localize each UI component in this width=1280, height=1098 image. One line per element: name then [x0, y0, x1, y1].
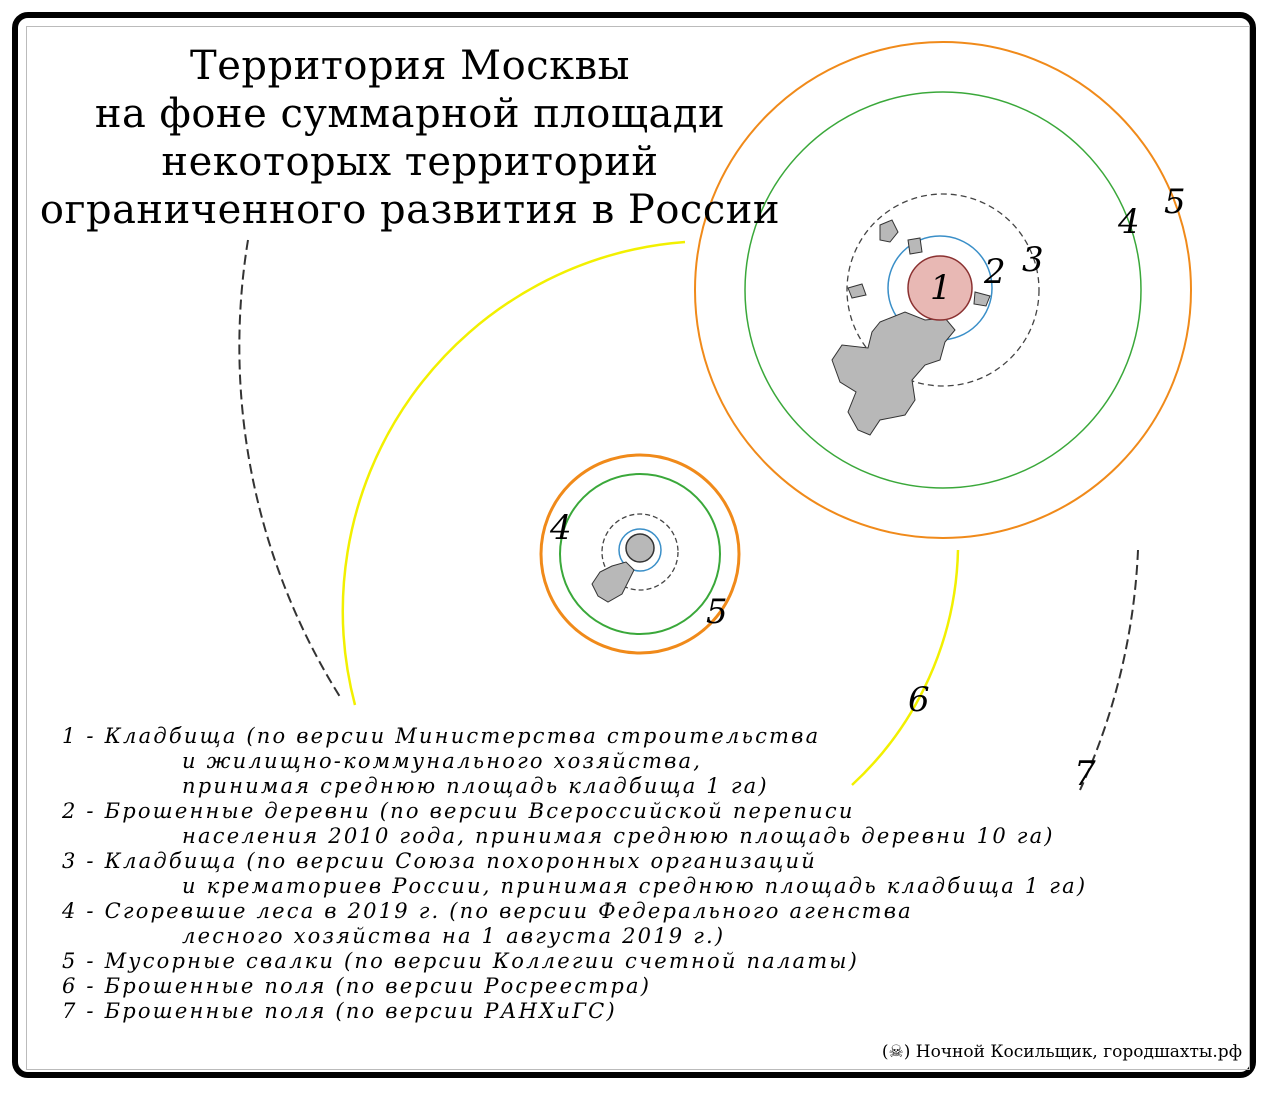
- label-7: 7: [1074, 754, 1096, 794]
- label-5: 5: [1164, 182, 1186, 222]
- title-line-4: ограниченного развития в России: [39, 187, 781, 233]
- label-6: 6: [908, 680, 930, 720]
- legend-item-7: 7 - Брошенные поля (по версии РАНХиГС): [62, 999, 617, 1023]
- legend-item-4-cont-1: лесного хозяйства на 1 августа 2019 г.): [182, 924, 726, 948]
- label-4-small: 4: [550, 508, 572, 548]
- legend-item-6: 6 - Брошенные поля (по версии Росреестра): [62, 974, 652, 998]
- legend-item-1-cont-1: и жилищно-коммунального хозяйства,: [182, 749, 703, 773]
- legend-item-5: 5 - Мусорные свалки (по версии Коллегии счетной палаты): [62, 949, 859, 973]
- page-title: [30, 42, 790, 234]
- label-5-small: 5: [706, 592, 728, 632]
- title-line-2: на фоне суммарной площади: [94, 91, 726, 137]
- label-2: 2: [984, 252, 1006, 292]
- title-line-1: Территория Москвы: [190, 43, 630, 89]
- credit: (☠) Ночной Косильщик, городшахты.рф: [881, 1042, 1242, 1062]
- legend-item-2: 2 - Брошенные деревни (по версии Всероссийской переписи: [62, 799, 855, 823]
- legend-item-2-cont-1: населения 2010 года, принимая среднюю площадь деревни 10 га): [182, 824, 1055, 848]
- legend-item-1-cont-2: принимая среднюю площадь кладбища 1 га): [182, 774, 769, 798]
- legend-item-3: 3 - Кладбища (по версии Союза похоронных организаций: [62, 849, 817, 873]
- label-1: 1: [930, 268, 952, 308]
- legend-item-4: 4 - Сгоревшие леса в 2019 г. (по версии Федерального агенства: [62, 899, 913, 923]
- title-line-3: некоторых территорий: [161, 139, 659, 185]
- legend-item-3-cont-1: и крематориев России, принимая среднюю площадь кладбища 1 га): [182, 874, 1088, 898]
- label-3: 3: [1022, 240, 1044, 280]
- label-4: 4: [1118, 202, 1140, 242]
- legend-item-1: 1 - Кладбища (по версии Министерства строительства: [62, 724, 821, 748]
- legend: [62, 724, 1087, 1024]
